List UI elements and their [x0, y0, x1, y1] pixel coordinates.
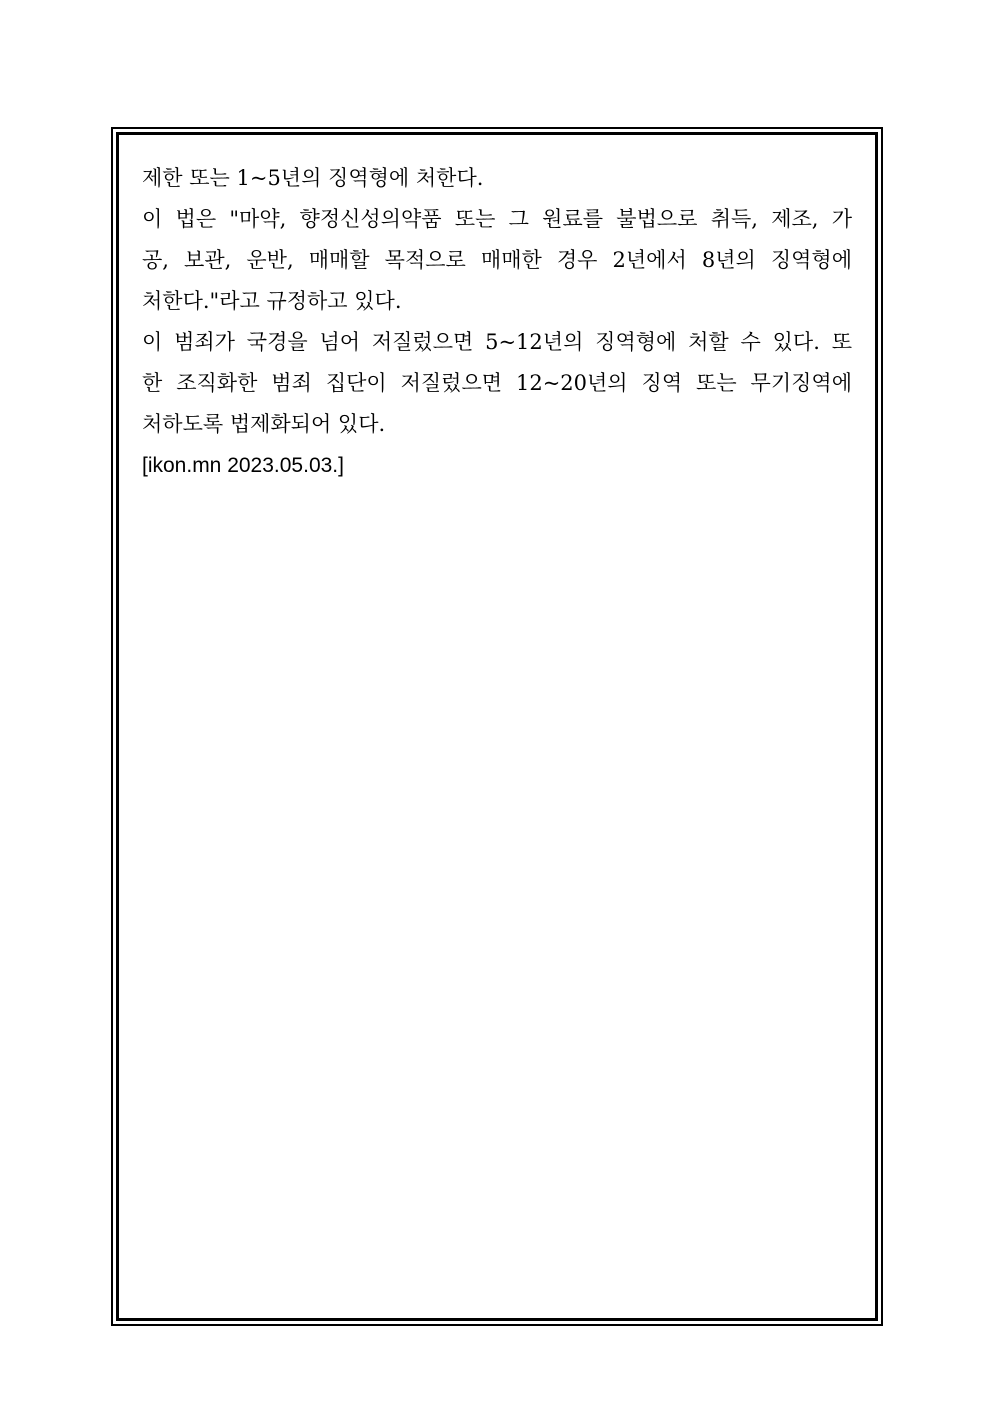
text-line: 처하도록 법제화되어 있다.	[142, 412, 386, 436]
text-line: 한 조직화한 범죄 집단이 저질렀으면 12~20년의 징역 또는 무기징역에	[142, 371, 852, 395]
document-body	[142, 158, 852, 486]
text-line: 이 법은 "마약, 향정신성의약품 또는 그 원료를 불법으로 취득, 제조, 가	[142, 207, 852, 231]
text-line: 제한 또는 1~5년의 징역형에 처한다.	[142, 166, 484, 190]
text-line: 이 범죄가 국경을 넘어 저질렀으면 5~12년의 징역형에 처할 수 있다. 또	[142, 330, 852, 354]
text-line: 처한다."라고 규정하고 있다.	[142, 289, 402, 313]
source-citation: [ikon.mn 2023.05.03.]	[142, 454, 344, 477]
text-line: 공, 보관, 운반, 매매할 목적으로 매매한 경우 2년에서 8년의 징역형에	[142, 248, 852, 272]
